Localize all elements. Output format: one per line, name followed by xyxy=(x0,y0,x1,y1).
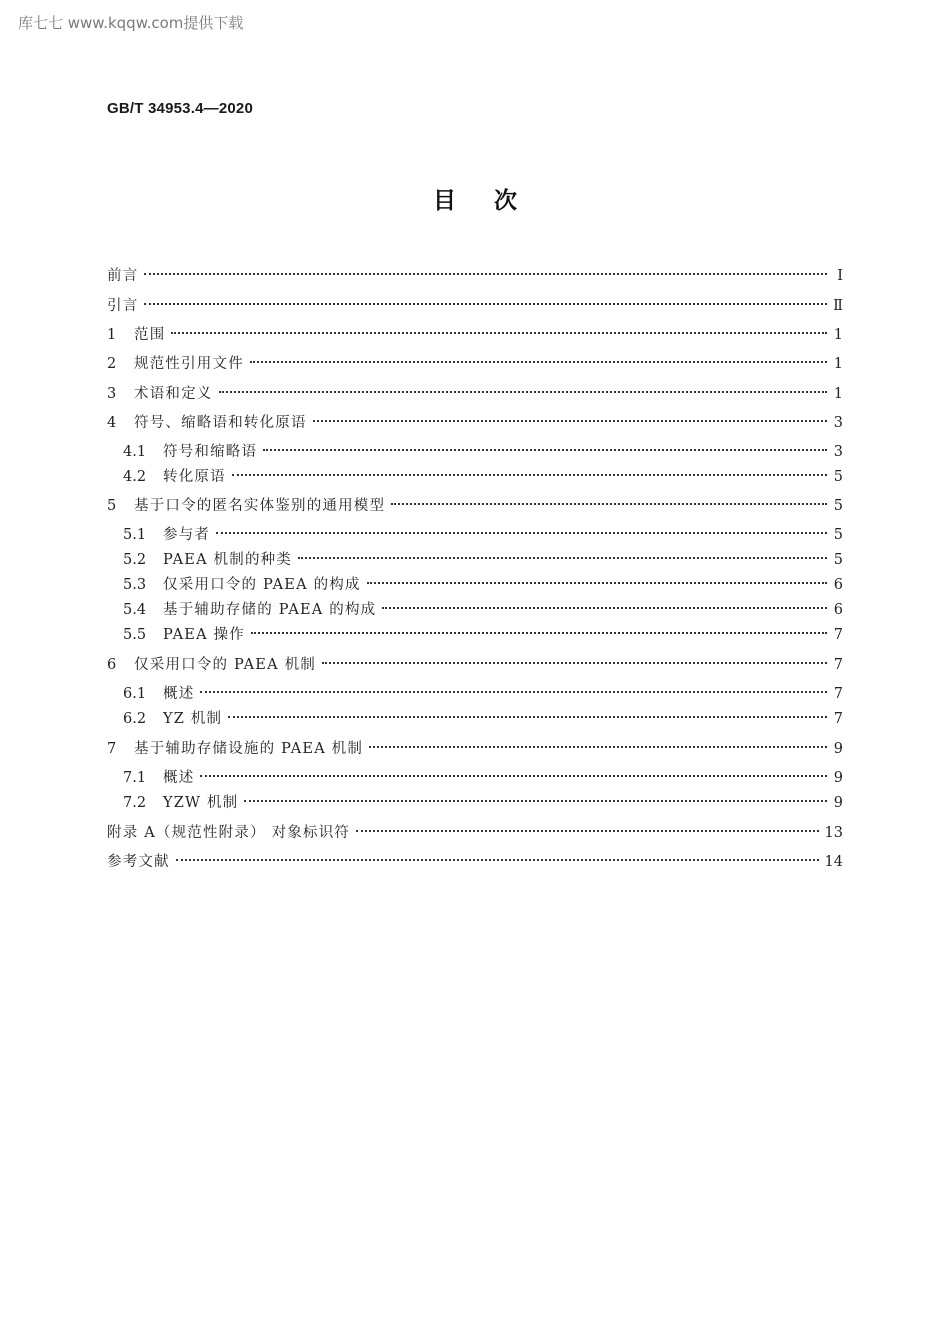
watermark-text: 库七七 www.kqqw.com提供下载 xyxy=(18,14,244,32)
dot-leader xyxy=(232,459,827,481)
toc-entry-page: Ⅰ xyxy=(837,268,843,284)
toc-entry-label: 仅采用口令的 PAEA 的构成 xyxy=(163,577,361,593)
toc-entry-label: 引言 xyxy=(107,298,139,314)
dot-leader xyxy=(171,317,827,339)
dot-leader xyxy=(228,701,827,723)
toc-entry-page: 7 xyxy=(833,686,843,702)
toc-entry-page: 1 xyxy=(833,386,843,402)
toc-entry-number: 6.2 xyxy=(123,711,147,727)
dot-leader xyxy=(250,346,827,368)
toc-entry-label: 基于辅助存储设施的 PAEA 机制 xyxy=(134,741,364,757)
toc-entry-number: 1 xyxy=(107,327,117,343)
toc-entry[interactable] xyxy=(123,542,843,568)
dot-leader xyxy=(200,760,827,782)
dot-leader xyxy=(298,542,827,564)
toc-entry[interactable] xyxy=(123,592,843,618)
dot-leader xyxy=(313,405,827,427)
toc-entry-number: 7 xyxy=(107,741,117,757)
toc-entry-page: 7 xyxy=(833,657,843,673)
toc-entry-number: 6.1 xyxy=(123,686,147,702)
toc-entry-label: 前言 xyxy=(107,268,139,284)
toc-entry-label: 参与者 xyxy=(163,527,211,543)
dot-leader xyxy=(263,434,827,456)
page-title: 目次 xyxy=(433,188,555,214)
toc-entry-number: 7.2 xyxy=(123,795,147,811)
toc-entry[interactable] xyxy=(107,647,843,673)
dot-leader xyxy=(251,617,827,639)
document-code: GB/T 34953.4—2020 xyxy=(107,100,253,117)
toc-entry-page: 5 xyxy=(833,498,843,514)
toc-entry-label: 概述 xyxy=(163,686,195,702)
toc-entry-page: 6 xyxy=(833,602,843,618)
dot-leader xyxy=(216,517,827,539)
toc-entry-label: 参考文献 xyxy=(107,854,170,870)
toc-entry-page: 14 xyxy=(824,854,843,870)
toc-entry[interactable] xyxy=(107,815,843,841)
toc-entry-page: 6 xyxy=(833,577,843,593)
dot-leader xyxy=(219,376,828,398)
toc-entry-label: PAEA 机制的种类 xyxy=(163,552,293,568)
toc-entry-page: 1 xyxy=(833,327,843,343)
toc-entry-label: 范围 xyxy=(134,327,166,343)
toc-entry[interactable] xyxy=(123,676,843,702)
toc-entry-label: YZW 机制 xyxy=(163,795,239,811)
dot-leader xyxy=(176,844,819,866)
toc-entry-page: 9 xyxy=(833,770,843,786)
toc-entry[interactable] xyxy=(123,567,843,593)
toc-entry-number: 2 xyxy=(107,356,117,372)
toc-entry-label: 仅采用口令的 PAEA 机制 xyxy=(134,657,316,673)
dot-leader xyxy=(322,647,827,669)
toc-entry-label: PAEA 操作 xyxy=(163,627,245,643)
dot-leader xyxy=(391,488,827,510)
toc-entry-page: 13 xyxy=(824,825,843,841)
toc-entry-label: 术语和定义 xyxy=(134,386,213,402)
toc-entry-label: 转化原语 xyxy=(163,469,226,485)
toc-entry[interactable] xyxy=(123,701,843,727)
toc-entry-number: 3 xyxy=(107,386,117,402)
toc-entry-page: 9 xyxy=(833,741,843,757)
toc-entry[interactable] xyxy=(107,844,843,870)
toc-entry-number: 5.2 xyxy=(123,552,147,568)
dot-leader xyxy=(382,592,827,614)
dot-leader xyxy=(144,288,827,310)
toc-entry-page: 5 xyxy=(833,527,843,543)
toc-entry-page: 9 xyxy=(833,795,843,811)
dot-leader xyxy=(244,785,827,807)
toc-entry[interactable] xyxy=(107,258,843,284)
toc-entry[interactable] xyxy=(107,376,843,402)
toc-entry-page: 3 xyxy=(833,415,843,431)
toc-entry-label: 附录 A（规范性附录） 对象标识符 xyxy=(107,825,351,841)
dot-leader xyxy=(367,567,827,589)
toc-entry-label: 基于辅助存储的 PAEA 的构成 xyxy=(163,602,377,618)
toc-entry-label: 符号和缩略语 xyxy=(163,444,258,460)
toc-entry-page: Ⅱ xyxy=(833,298,843,314)
toc-entry-page: 7 xyxy=(833,711,843,727)
dot-leader xyxy=(369,731,827,753)
toc-entry[interactable] xyxy=(123,459,843,485)
toc-entry[interactable] xyxy=(107,346,843,372)
toc-entry[interactable] xyxy=(107,488,843,514)
toc-entry-number: 5.5 xyxy=(123,627,147,643)
toc-entry-number: 7.1 xyxy=(123,770,147,786)
toc-entry[interactable] xyxy=(107,731,843,757)
toc-entry-number: 5.3 xyxy=(123,577,147,593)
toc-entry-label: 概述 xyxy=(163,770,195,786)
toc-entry-label: 规范性引用文件 xyxy=(134,356,244,372)
dot-leader xyxy=(144,258,827,280)
toc-entry-page: 5 xyxy=(833,469,843,485)
toc-entry-number: 5.1 xyxy=(123,527,147,543)
toc-entry-number: 4.2 xyxy=(123,469,147,485)
toc-entry-label: 基于口令的匿名实体鉴别的通用模型 xyxy=(134,498,386,514)
toc-entry[interactable] xyxy=(107,288,843,314)
toc-entry-number: 4.1 xyxy=(123,444,147,460)
toc-entry-label: 符号、缩略语和转化原语 xyxy=(134,415,307,431)
toc-entry[interactable] xyxy=(123,760,843,786)
toc-entry-page: 3 xyxy=(833,444,843,460)
dot-leader xyxy=(356,815,818,837)
dot-leader xyxy=(200,676,827,698)
toc-entry-label: YZ 机制 xyxy=(163,711,223,727)
toc-entry[interactable] xyxy=(107,317,843,343)
toc-entry[interactable] xyxy=(123,785,843,811)
toc-entry-number: 5 xyxy=(107,498,117,514)
toc-entry-number: 5.4 xyxy=(123,602,147,618)
toc-entry-page: 5 xyxy=(833,552,843,568)
toc-entry-number: 6 xyxy=(107,657,117,673)
toc-entry[interactable] xyxy=(123,434,843,460)
toc-entry[interactable] xyxy=(107,405,843,431)
toc-entry-number: 4 xyxy=(107,415,117,431)
toc-entry[interactable] xyxy=(123,517,843,543)
toc-entry-page: 1 xyxy=(833,356,843,372)
toc-entry-page: 7 xyxy=(833,627,843,643)
toc-entry[interactable] xyxy=(123,617,843,643)
